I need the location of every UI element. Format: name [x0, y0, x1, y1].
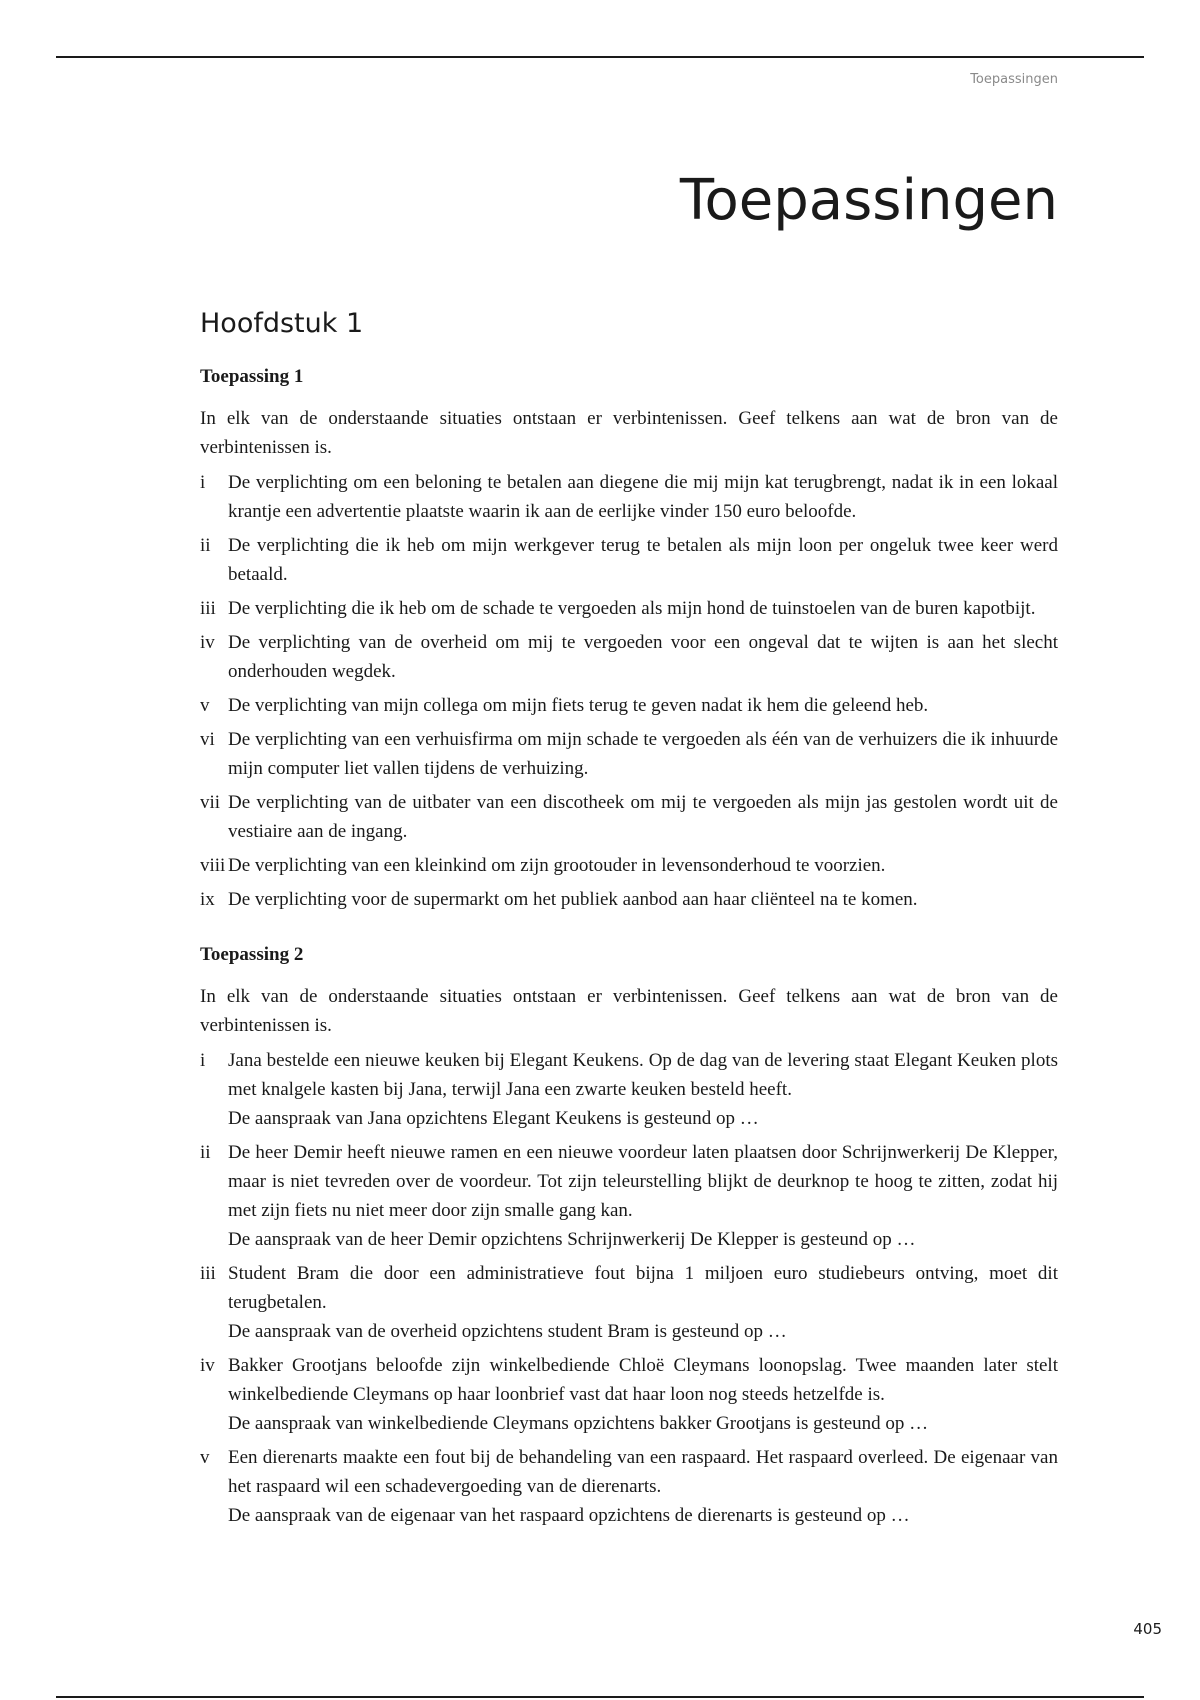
section-toepassing-1 [200, 364, 1058, 914]
item-number: ii [200, 535, 211, 556]
exercise-list [200, 468, 1058, 914]
item-number: vii [200, 792, 221, 813]
item-claim: De aanspraak van de overheid opzichtens student Bram is gesteund op … [228, 1321, 787, 1342]
section-intro: In elk van de onderstaande situaties ontstaan er verbintenissen. Geef telkens aan wat de bron van de verbintenissen is. [200, 986, 1058, 1036]
list-item [200, 1138, 1058, 1254]
list-item [200, 885, 1058, 914]
page-title: Toepassingen [679, 168, 1058, 233]
running-header: Toepassingen [970, 72, 1058, 87]
section-title: Toepassing 2 [200, 944, 304, 965]
list-item [200, 531, 1058, 589]
list-item [200, 1443, 1058, 1530]
item-number: v [200, 695, 210, 716]
item-claim: De aanspraak van de heer Demir opzichtens Schrijnwerkerij De Klepper is gesteund op … [228, 1229, 916, 1250]
item-number: i [200, 1050, 206, 1071]
item-number: iv [200, 632, 215, 653]
item-text: De verplichting die ik heb om mijn werkgever terug te betalen als mijn loon per ongeluk twee keer werd betaald. [228, 535, 1058, 585]
bottom-rule [56, 1696, 1144, 1698]
list-item [200, 1259, 1058, 1346]
item-text: De verplichting van een kleinkind om zijn grootouder in levensonderhoud te voorzien. [228, 855, 886, 876]
item-claim: De aanspraak van Jana opzichtens Elegant Keukens is gesteund op … [228, 1108, 759, 1129]
list-item [200, 788, 1058, 846]
item-claim: De aanspraak van winkelbediende Cleymans opzichtens bakker Grootjans is gesteund op … [228, 1413, 929, 1434]
item-text: Jana bestelde een nieuwe keuken bij Elegant Keukens. Op de dag van de levering staat Elegant Keuken plots met knalgele kasten bij Jana, terwijl Jana een zwarte keuken besteld heeft. [228, 1050, 1058, 1100]
item-text: De verplichting van de uitbater van een discotheek om mij te vergoeden als mijn jas gestolen wordt uit de vestiaire aan de ingang. [228, 792, 1058, 842]
item-text: Een dierenarts maakte een fout bij de behandeling van een raspaard. Het raspaard overleed. De eigenaar van het raspaard wil een schadevergoeding van de dierenarts. [228, 1447, 1058, 1497]
section-toepassing-2 [200, 942, 1058, 1530]
item-number: ix [200, 889, 215, 910]
item-text: De verplichting die ik heb om de schade te vergoeden als mijn hond de tuinstoelen van de buren kapotbijt. [228, 598, 1036, 619]
list-item [200, 1046, 1058, 1133]
page-content [200, 306, 1058, 1558]
item-text: De verplichting voor de supermarkt om het publiek aanbod aan haar cliënteel na te komen. [228, 889, 918, 910]
item-text: De verplichting om een beloning te betalen aan diegene die mij mijn kat terugbrengt, nadat ik in een lokaal krantje een advertentie plaatste waarin ik aan de eerlijke vinder 150 euro beloofde. [228, 472, 1058, 522]
list-item [200, 851, 1058, 880]
list-item [200, 594, 1058, 623]
section-intro: In elk van de onderstaande situaties ontstaan er verbintenissen. Geef telkens aan wat de bron van de verbintenissen is. [200, 408, 1058, 458]
list-item [200, 691, 1058, 720]
item-text: De verplichting van mijn collega om mijn fiets terug te geven nadat ik hem die geleend heb. [228, 695, 929, 716]
item-text: De verplichting van de overheid om mij te vergoeden voor een ongeval dat te wijten is aan het slecht onderhouden wegdek. [228, 632, 1058, 682]
list-item [200, 468, 1058, 526]
section-title: Toepassing 1 [200, 366, 304, 387]
item-text: De verplichting van een verhuisfirma om mijn schade te vergoeden als één van de verhuizers die ik inhuurde mijn computer liet vallen tijdens de verhuizing. [228, 729, 1058, 779]
top-rule [56, 56, 1144, 58]
item-number: iii [200, 598, 216, 619]
item-claim: De aanspraak van de eigenaar van het raspaard opzichtens de dierenarts is gesteund op … [228, 1505, 910, 1526]
exercise-list [200, 1046, 1058, 1530]
item-number: vi [200, 729, 215, 750]
item-text: Student Bram die door een administratieve fout bijna 1 miljoen euro studiebeurs ontving, moet dit terugbetalen. [228, 1263, 1058, 1313]
list-item [200, 725, 1058, 783]
item-text: De heer Demir heeft nieuwe ramen en een nieuwe voordeur laten plaatsen door Schrijnwerkerij De Klepper, maar is niet tevreden over de voordeur. Tot zijn teleurstelling blijkt de deurknop te hoog te zitten, zodat hij met zijn fiets nu niet meer door zijn smalle gang kan. [228, 1142, 1058, 1221]
item-text: Bakker Grootjans beloofde zijn winkelbediende Chloë Cleymans loonopslag. Twee maanden later stelt winkelbediende Cleymans op haar loonbrief vast dat haar loon nog steeds hetzelfde is. [228, 1355, 1058, 1405]
item-number: iv [200, 1355, 215, 1376]
chapter-heading: Hoofdstuk 1 [200, 308, 364, 339]
item-number: v [200, 1447, 210, 1468]
list-item [200, 1351, 1058, 1438]
item-number: i [200, 472, 206, 493]
item-number: viii [200, 855, 226, 876]
page-number: 405 [1133, 1620, 1162, 1638]
list-item [200, 628, 1058, 686]
item-number: iii [200, 1263, 216, 1284]
item-number: ii [200, 1142, 211, 1163]
